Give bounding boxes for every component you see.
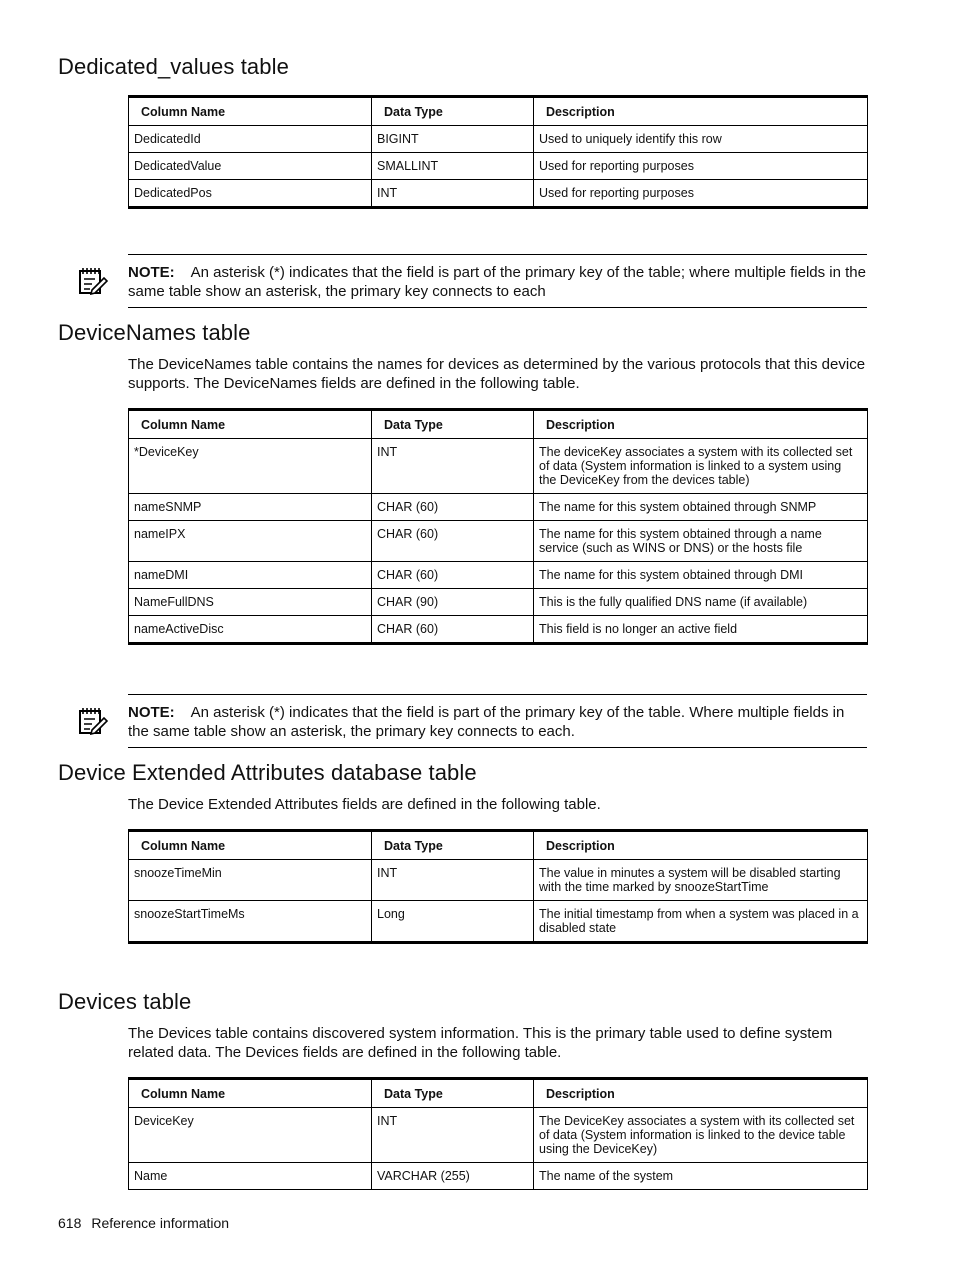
table-cell: The name of the system — [534, 1163, 868, 1190]
table-cell: The value in minutes a system will be disabled starting with the time marked by snoozeStartTime — [534, 860, 868, 901]
column-header: Description — [534, 1079, 868, 1108]
table-cell: The DeviceKey associates a system with its collected set of data (System information is linked to the device table using the DeviceKey) — [534, 1108, 868, 1163]
column-header: Data Type — [372, 410, 534, 439]
device-extended-attributes-table — [128, 829, 868, 944]
table-cell: The name for this system obtained through a name service (such as WINS or DNS) or the hosts file — [534, 521, 868, 562]
table-row — [129, 616, 868, 644]
dedicated-values-table — [128, 95, 868, 209]
note-label: NOTE: — [128, 264, 175, 281]
section-title-device-extended-attributes: Device Extended Attributes database table — [58, 760, 477, 785]
column-header: Column Name — [129, 1079, 372, 1108]
table-cell: This is the fully qualified DNS name (if available) — [534, 589, 868, 616]
page-number: 618 — [58, 1215, 82, 1231]
table-cell: snoozeTimeMin — [129, 860, 372, 901]
table-cell: INT — [372, 439, 534, 494]
note-primary-key-1 — [128, 254, 867, 308]
note-icon — [78, 705, 108, 735]
table-cell: DedicatedId — [129, 126, 372, 153]
table-cell: DedicatedPos — [129, 180, 372, 208]
table-row — [129, 562, 868, 589]
table-cell: CHAR (60) — [372, 616, 534, 644]
table-cell: nameIPX — [129, 521, 372, 562]
table-cell: DedicatedValue — [129, 153, 372, 180]
section-title-dedicated-values: Dedicated_values table — [58, 54, 289, 79]
table-cell: CHAR (60) — [372, 562, 534, 589]
table-cell: BIGINT — [372, 126, 534, 153]
table-row — [129, 180, 868, 208]
table-row — [129, 1163, 868, 1190]
table-cell: nameDMI — [129, 562, 372, 589]
note-text: An asterisk (*) indicates that the field is part of the primary key of the table. Where multiple fields in the same table show an asterisk, the primary key connects to each. — [128, 704, 845, 740]
column-header: Data Type — [372, 1079, 534, 1108]
section-title-devicenames: DeviceNames table — [58, 320, 251, 345]
table-cell: INT — [372, 180, 534, 208]
column-header: Column Name — [129, 97, 372, 126]
table-row — [129, 153, 868, 180]
column-header: Column Name — [129, 831, 372, 860]
table-row — [129, 901, 868, 943]
table-cell: *DeviceKey — [129, 439, 372, 494]
table-cell: INT — [372, 860, 534, 901]
note-label: NOTE: — [128, 704, 175, 721]
table-cell: The initial timestamp from when a system was placed in a disabled state — [534, 901, 868, 943]
table-cell: The deviceKey associates a system with its collected set of data (System information is linked to a system using the DeviceKey from the devices table) — [534, 439, 868, 494]
column-header: Column Name — [129, 410, 372, 439]
table-row — [129, 494, 868, 521]
column-header: Description — [534, 410, 868, 439]
table-cell: CHAR (60) — [372, 521, 534, 562]
column-header: Data Type — [372, 97, 534, 126]
table-cell: INT — [372, 1108, 534, 1163]
devicenames-table — [128, 408, 868, 645]
note-primary-key-2 — [128, 694, 867, 748]
note-icon — [78, 265, 108, 295]
section-title-devices: Devices table — [58, 989, 192, 1014]
page-footer — [58, 1215, 229, 1231]
column-header: Data Type — [372, 831, 534, 860]
table-row — [129, 439, 868, 494]
table-cell: SMALLINT — [372, 153, 534, 180]
table-cell: Name — [129, 1163, 372, 1190]
column-header: Description — [534, 97, 868, 126]
table-row — [129, 126, 868, 153]
table-cell: VARCHAR (255) — [372, 1163, 534, 1190]
table-cell: nameSNMP — [129, 494, 372, 521]
column-header: Description — [534, 831, 868, 860]
devicenames-intro: The DeviceNames table contains the names for devices as determined by the various protocols that this device supports. The DeviceNames fields are defined in the following table. — [128, 356, 866, 392]
table-row — [129, 860, 868, 901]
table-header-row — [129, 410, 868, 439]
extended-intro: The Device Extended Attributes fields are defined in the following table. — [128, 796, 601, 813]
table-row — [129, 1108, 868, 1163]
table-cell: nameActiveDisc — [129, 616, 372, 644]
table-cell: CHAR (90) — [372, 589, 534, 616]
table-row — [129, 521, 868, 562]
table-cell: CHAR (60) — [372, 494, 534, 521]
table-cell: snoozeStartTimeMs — [129, 901, 372, 943]
table-cell: The name for this system obtained through SNMP — [534, 494, 868, 521]
table-cell: Used to uniquely identify this row — [534, 126, 868, 153]
devices-intro: The Devices table contains discovered system information. This is the primary table used to define system related data. The Devices fields are defined in the following table. — [128, 1025, 833, 1061]
table-header-row — [129, 1079, 868, 1108]
table-cell: Used for reporting purposes — [534, 153, 868, 180]
table-cell: Long — [372, 901, 534, 943]
table-cell: The name for this system obtained through DMI — [534, 562, 868, 589]
footer-section-title: Reference information — [91, 1215, 230, 1231]
table-header-row — [129, 97, 868, 126]
table-row — [129, 589, 868, 616]
table-header-row — [129, 831, 868, 860]
note-text: An asterisk (*) indicates that the field is part of the primary key of the table; where multiple fields in the same table show an asterisk, the primary key connects to each — [128, 264, 866, 300]
table-cell: DeviceKey — [129, 1108, 372, 1163]
table-cell: Used for reporting purposes — [534, 180, 868, 208]
devices-table — [128, 1077, 868, 1190]
table-cell: NameFullDNS — [129, 589, 372, 616]
table-cell: This field is no longer an active field — [534, 616, 868, 644]
